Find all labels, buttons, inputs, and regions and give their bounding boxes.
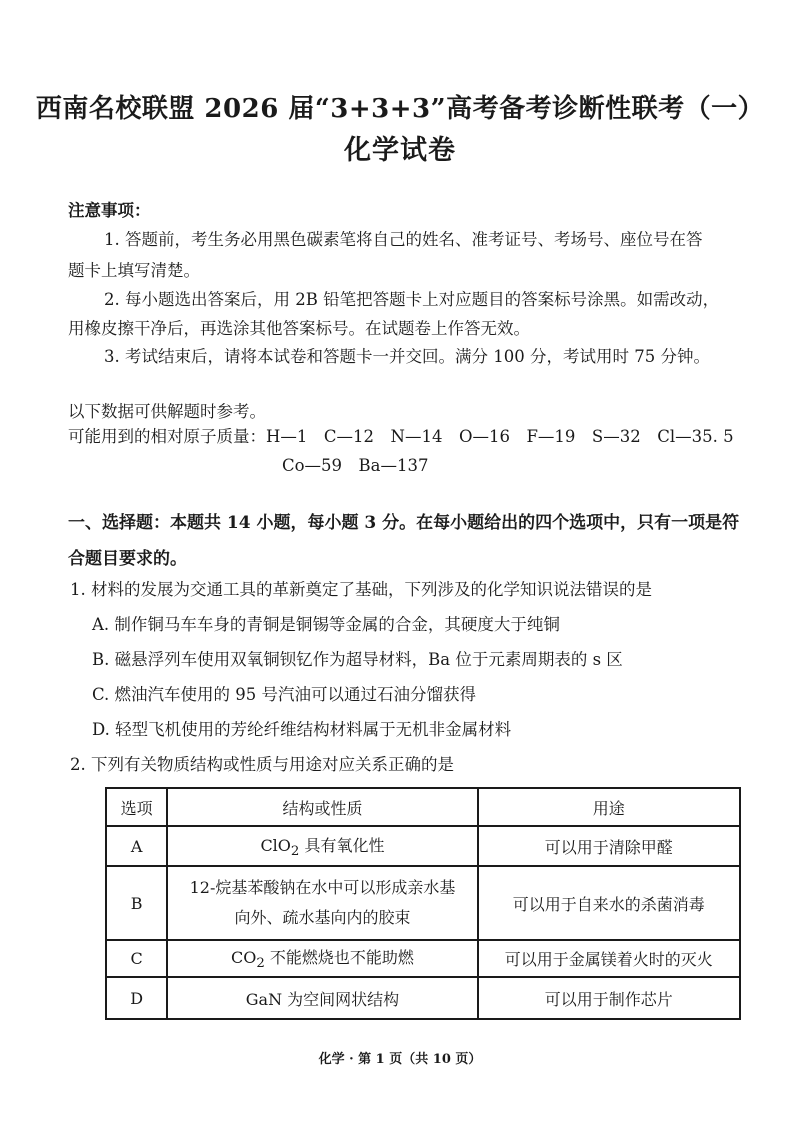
reference-intro: 以下数据可供解题时参考。 (68, 402, 266, 421)
row-use: 可以用于自来水的杀菌消毒 (478, 866, 740, 940)
row-use: 可以用于制作芯片 (478, 977, 740, 1019)
table-header-row (106, 788, 740, 826)
row-property: GaN 为空间网状结构 (167, 977, 477, 1019)
row-use: 可以用于清除甲醛 (478, 826, 740, 866)
section-1-heading-line-1: 一、选择题：本题共 14 小题，每小题 3 分。在每小题给出的四个选项中，只有一项是符 (68, 513, 740, 533)
row-use: 可以用于金属镁着火时的灭火 (478, 940, 740, 977)
table-row (106, 940, 740, 977)
atomic-masses-line-1: 可能用到的相对原子质量：H—1 C—12 N—14 O—16 F—19 S—32 Cl—35. 5 (68, 427, 734, 446)
row-option-label: B (106, 866, 167, 940)
row-option-label: C (106, 940, 167, 977)
question-1-option-d: D. 轻型飞机使用的芳纶纤维结构材料属于无机非金属材料 (92, 720, 512, 739)
row-property: $CO_2$ 不能燃烧也不能助燃 (167, 940, 477, 977)
notice-item-1-line-2: 题卡上填写清楚。 (68, 261, 200, 280)
question-1-option-b: B. 磁悬浮列车使用双氧铜钡钇作为超导材料，Ba 位于元素周期表的 s 区 (92, 650, 623, 669)
question-2-options-table (105, 787, 741, 1020)
exam-title: 西南名校联盟 2026 届“3+3+3”高考备考诊断性联考（一） (35, 94, 765, 124)
page-footer: 化学 · 第 1 页（共 10 页） (318, 1052, 482, 1067)
notice-item-3: 3. 考试结束后，请将本试卷和答题卡一并交回。满分 100 分，考试用时 75 分钟。 (104, 347, 710, 366)
table-row (106, 977, 740, 1019)
exam-subject-title: 化学试卷 (344, 135, 456, 166)
table-row (106, 826, 740, 866)
row-option-label: A (106, 826, 167, 866)
table-header-use: 用途 (478, 788, 740, 826)
question-1-stem: 1. 材料的发展为交通工具的革新奠定了基础，下列涉及的化学知识说法错误的是 (70, 580, 652, 599)
notice-item-1-line-1: 1. 答题前，考生务必用黑色碳素笔将自己的姓名、准考证号、考场号、座位号在答 (104, 230, 703, 249)
question-1-option-c: C. 燃油汽车使用的 95 号汽油可以通过石油分馏获得 (92, 685, 477, 704)
row-property: ClO$_2$ 具有氧化性 (167, 826, 477, 866)
question-1-option-a: A. 制作铜马车车身的青铜是铜锡等金属的合金，其硬度大于纯铜 (92, 615, 560, 634)
notice-item-2-line-2: 用橡皮擦干净后，再选涂其他答案标号。在试题卷上作答无效。 (68, 319, 530, 338)
section-1-heading-line-2: 合题目要求的。 (68, 549, 187, 569)
table-header-property: 结构或性质 (167, 788, 477, 826)
question-2-stem: 2. 下列有关物质结构或性质与用途对应关系正确的是 (70, 755, 454, 774)
row-property: 12-烷基苯酸钠在水中可以形成亲水基 向外、疏水基向内的胶束 (167, 866, 477, 940)
notice-item-2-line-1: 2. 每小题选出答案后，用 2B 铅笔把答题卡上对应题目的答案标号涂黑。如需改动， (104, 290, 720, 309)
row-option-label: D (106, 977, 167, 1019)
table-header-option: 选项 (106, 788, 167, 826)
atomic-masses-line-2: Co—59 Ba—137 (282, 456, 429, 475)
table-row (106, 866, 740, 940)
notice-heading: 注意事项： (68, 201, 151, 220)
